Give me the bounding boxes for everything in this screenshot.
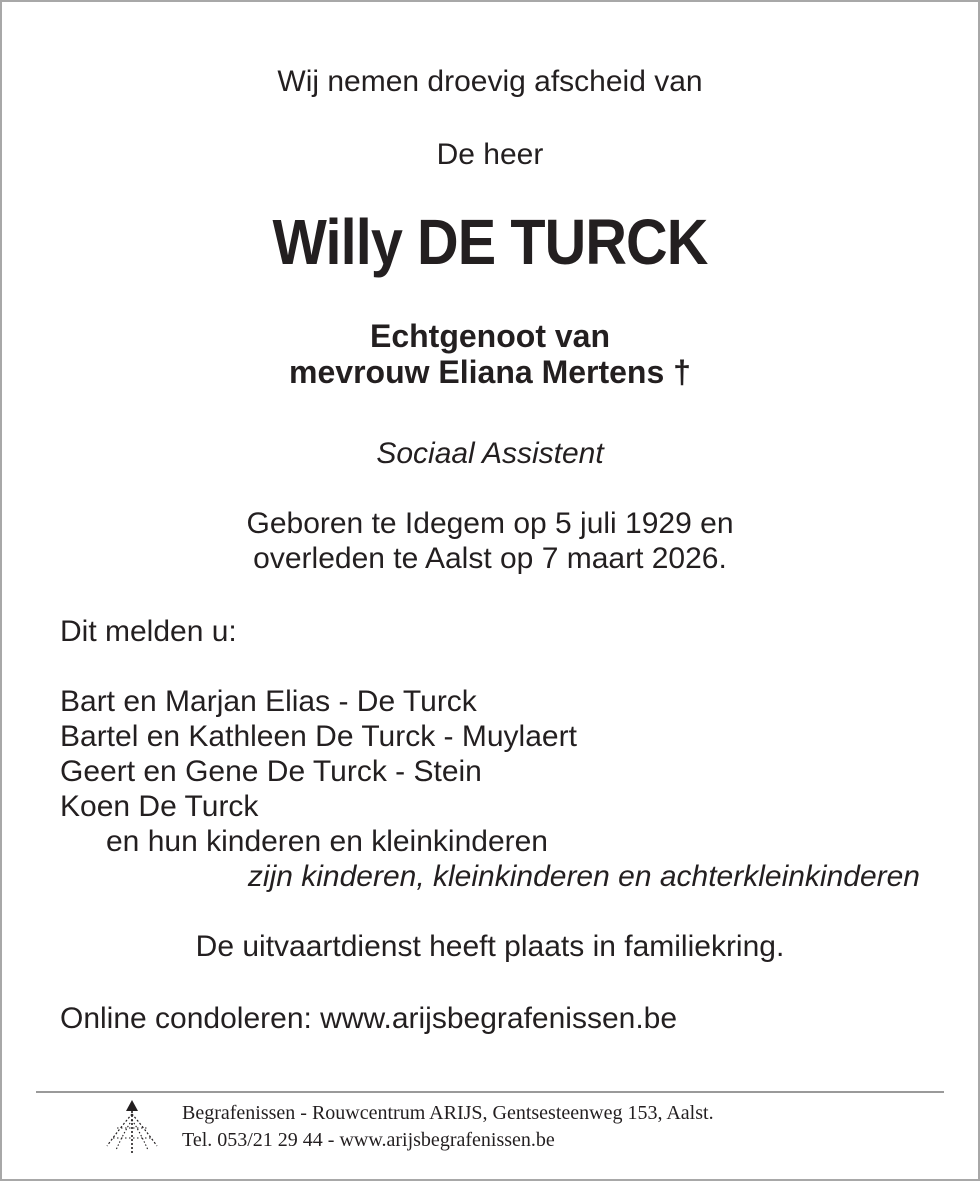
family-member: Koen De Turck [60, 790, 259, 823]
occupation: Sociaal Assistent [376, 437, 604, 470]
family-member: Geert en Gene De Turck - Stein [60, 755, 482, 788]
spouse-block [0, 318, 980, 390]
announce-text: Dit melden u: [60, 615, 237, 648]
honorific: De heer [436, 138, 544, 171]
deceased-name: Willy DE TURCK [272, 206, 708, 278]
grandchildren-line: zijn kinderen, kleinkinderen en achterkleinkinderen [247, 860, 920, 893]
condolences-text: Online condoleren: www.arijsbegrafenissen.be [60, 1002, 678, 1035]
spouse-line-2: mevrouw Eliana Mertens † [289, 354, 691, 390]
footer-address: Begrafenissen - Rouwcentrum ARIJS, Gentsesteenweg 153, Aalst. [182, 1102, 714, 1124]
funeral-home-logo-icon [103, 1098, 161, 1156]
spouse-line-1: Echtgenoot van [369, 318, 610, 354]
life-dates [0, 506, 980, 576]
family-children: en hun kinderen en kleinkinderen [106, 825, 548, 858]
family-member: Bartel en Kathleen De Turck - Muylaert [60, 720, 577, 753]
died-line: overleden te Aalst op 7 maart 2026. [253, 542, 727, 575]
born-line: Geboren te Idegem op 5 juli 1929 en [246, 507, 734, 540]
service-notice: De uitvaartdienst heeft plaats in familiekring. [195, 930, 785, 963]
footer-divider [36, 1091, 944, 1093]
footer-contact: Tel. 053/21 29 44 - www.arijsbegrafenissen.be [182, 1129, 555, 1151]
intro-text: Wij nemen droevig afscheid van [277, 65, 703, 98]
family-member: Bart en Marjan Elias - De Turck [60, 685, 477, 718]
